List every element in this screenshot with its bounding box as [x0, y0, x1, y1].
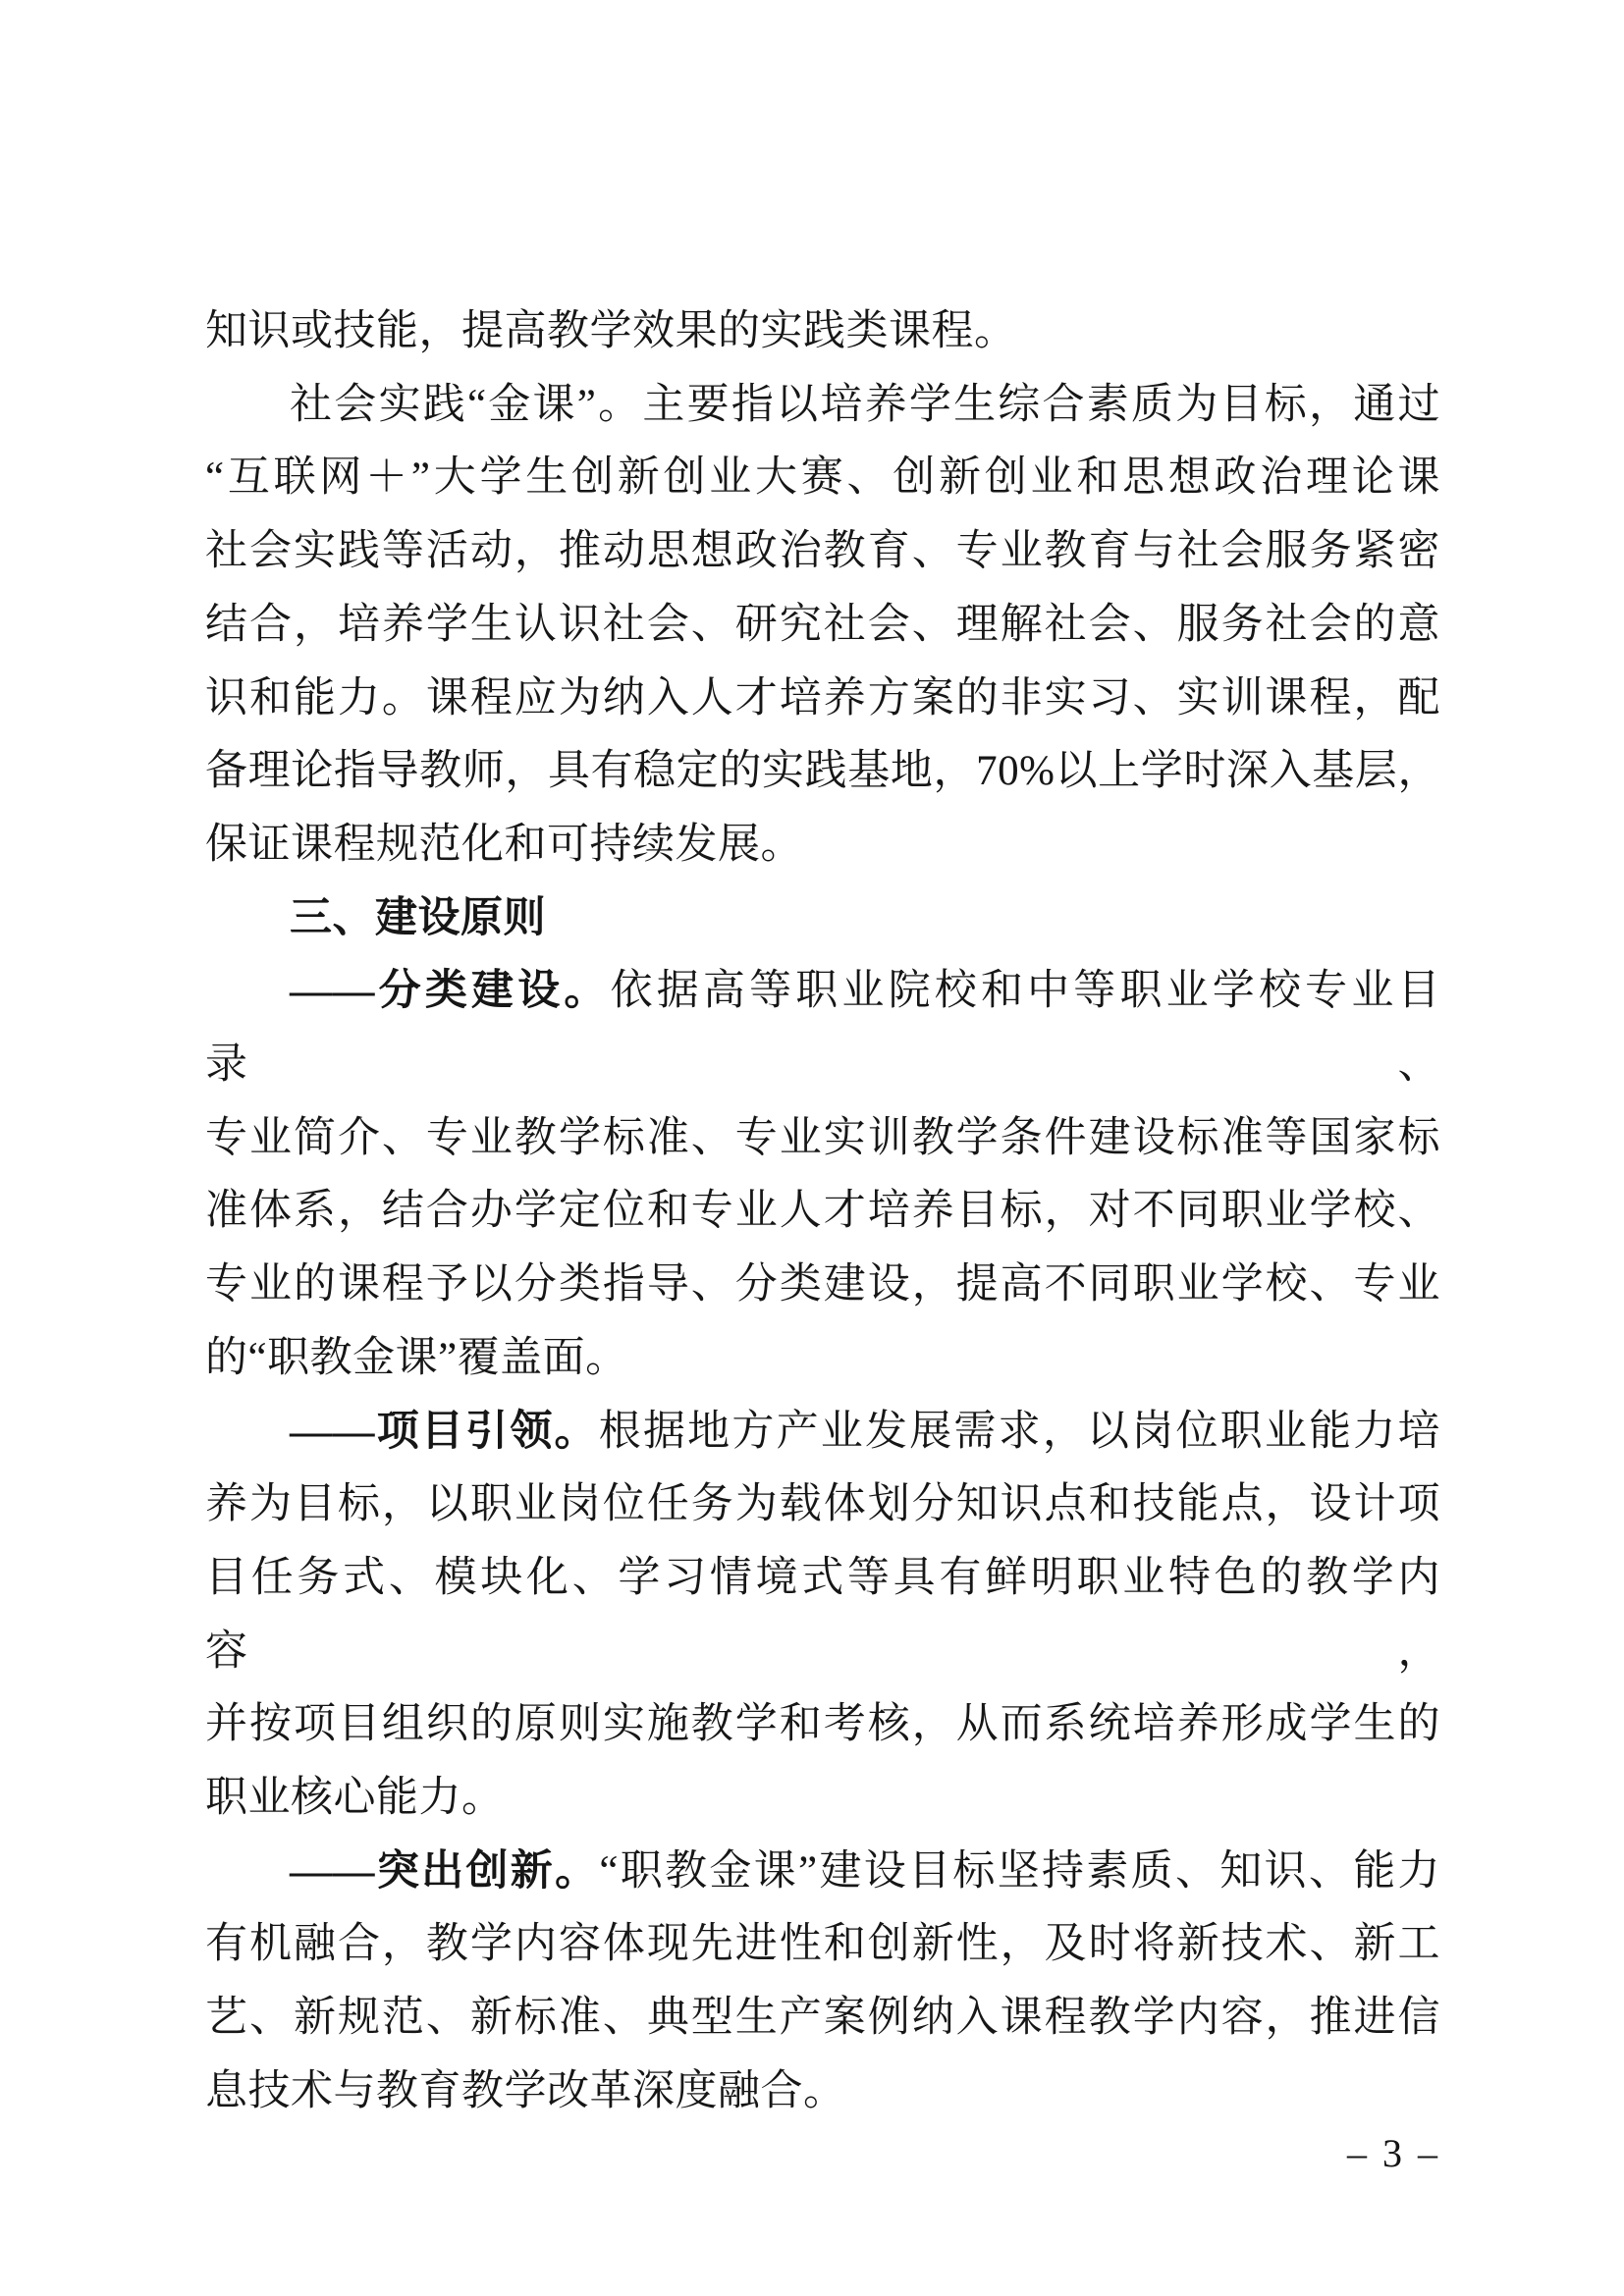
- body-text: 息技术与教育教学改革深度融合。: [205, 2067, 846, 2114]
- body-text: 艺、新规范、新标准、典型生产案例纳入课程教学内容，推进信: [205, 1995, 1440, 2042]
- body-text: 目任务式、模块化、学习情境式等具有鲜明职业特色的教学内容，: [205, 1554, 1440, 1675]
- text-line: [205, 1102, 1440, 1176]
- body-text: 专业简介、专业教学标准、专业实训教学条件建设标准等国家标: [205, 1114, 1440, 1161]
- emphasis-text: 三、建设原则: [290, 894, 546, 941]
- body-text: “职教金课”建设目标坚持素质、知识、能力: [599, 1847, 1441, 1895]
- body-text: 依据高等职业院校和中等职业学校专业目录、: [205, 968, 1441, 1089]
- text-line: [205, 2056, 1440, 2129]
- text-line: [205, 1908, 1440, 1982]
- text-line: [205, 442, 1440, 515]
- text-line: [205, 1175, 1440, 1249]
- text-line: [205, 735, 1440, 809]
- emphasis-text: ——分类建设。: [290, 968, 611, 1015]
- body-text: 专业的课程予以分类指导、分类建设，提高不同职业学校、专业: [205, 1261, 1440, 1308]
- text-line: [205, 295, 1440, 369]
- text-line: [205, 515, 1440, 589]
- body-text: 的“职教金课”覆盖面。: [205, 1334, 628, 1381]
- body-text: 社会实践等活动，推动思想政治教育、专业教育与社会服务紧密: [205, 528, 1440, 575]
- body-text: 有机融合，教学内容体现先进性和创新性，及时将新技术、新工: [205, 1921, 1440, 1968]
- body-text: 识和能力。课程应为纳入人才培养方案的非实习、实训课程，配: [205, 674, 1440, 721]
- emphasis-text: ——项目引领。: [290, 1408, 599, 1455]
- body-text: 社会实践“金课”。主要指以培养学生综合素质为目标，通过: [290, 381, 1440, 428]
- body-text: 保证课程规范化和可持续发展。: [205, 821, 803, 868]
- text-line: [205, 1249, 1440, 1322]
- text-line: [205, 1762, 1440, 1836]
- body-text: 备理论指导教师，具有稳定的实践基地，70%以上学时深入基层，: [205, 748, 1440, 795]
- text-line: [205, 882, 1440, 956]
- text-line: [205, 1542, 1440, 1688]
- emphasis-text: ——突出创新。: [290, 1847, 600, 1895]
- text-line: [205, 1396, 1440, 1469]
- page-number: – 3 –: [1347, 2131, 1440, 2175]
- body-text: 养为目标，以职业岗位任务为载体划分知识点和技能点，设计项: [205, 1481, 1440, 1528]
- text-line: [205, 1322, 1440, 1396]
- text-line: [205, 589, 1440, 663]
- body-text: 根据地方产业发展需求，以岗位职业能力培: [598, 1408, 1440, 1455]
- body-text: 职业核心能力。: [205, 1775, 505, 1822]
- body-text: 知识或技能，提高教学效果的实践类课程。: [205, 308, 1017, 354]
- body-text: 准体系，结合办学定位和专业人才培养目标，对不同职业学校、: [205, 1188, 1440, 1235]
- body-text: 结合，培养学生认识社会、研究社会、理解社会、服务社会的意: [205, 601, 1440, 648]
- text-line: [205, 663, 1440, 736]
- body-text: 并按项目组织的原则实施教学和考核，从而系统培养形成学生的: [205, 1701, 1440, 1748]
- text-line: [205, 1468, 1440, 1542]
- text-line: [205, 809, 1440, 882]
- body-text: “互联网＋”大学生创新创业大赛、创新创业和思想政治理论课: [205, 454, 1440, 502]
- text-line: [205, 955, 1440, 1101]
- text-line: [205, 1836, 1440, 1909]
- text-line: [205, 1688, 1440, 1762]
- text-line: [205, 1982, 1440, 2056]
- document-body: [205, 295, 1440, 2129]
- text-line: [205, 369, 1440, 443]
